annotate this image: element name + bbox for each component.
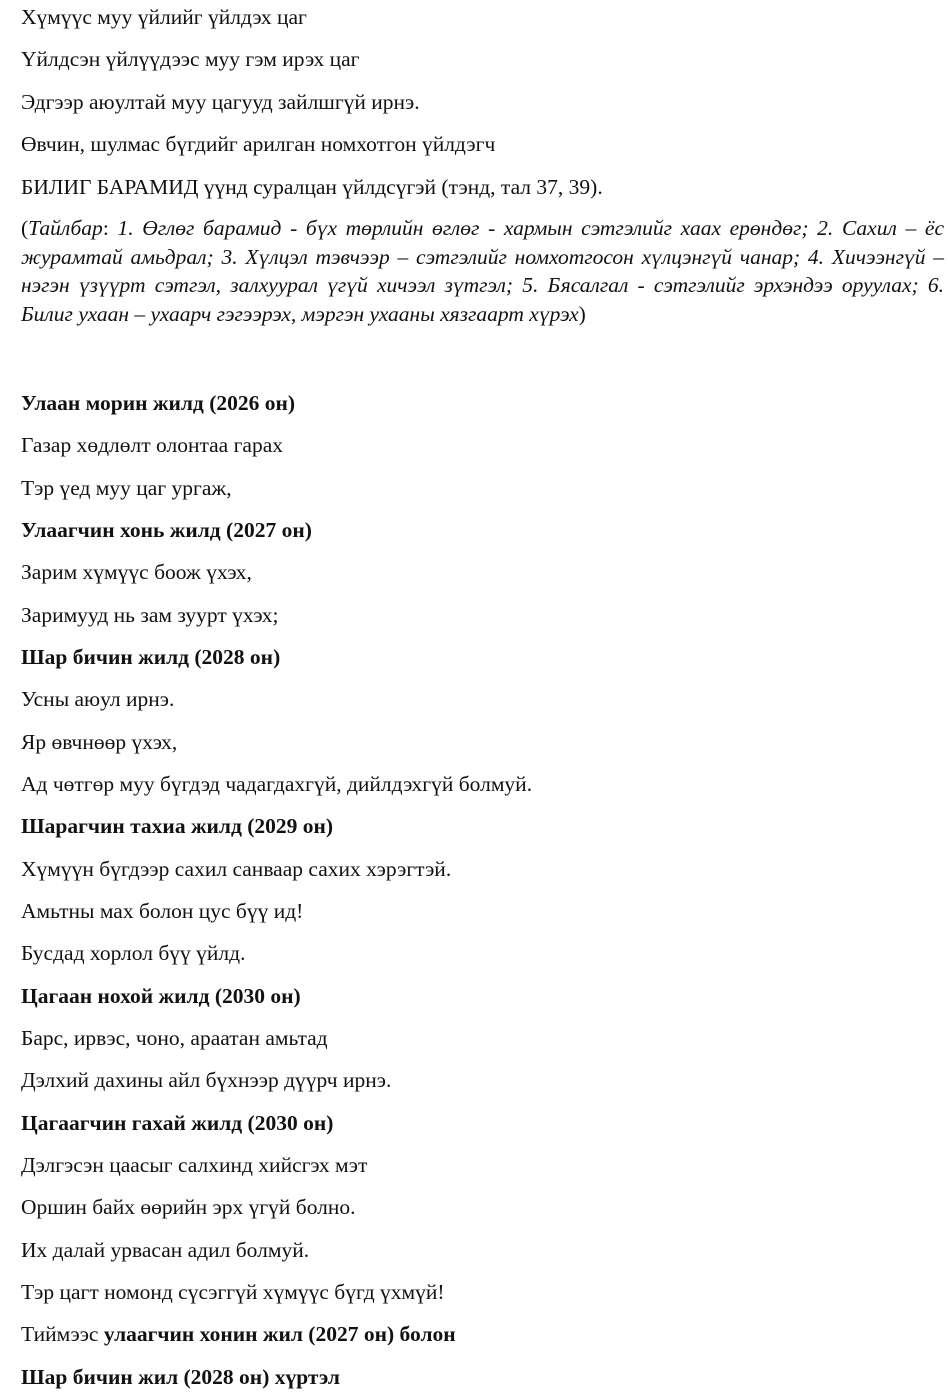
note-open-paren: ( (21, 216, 29, 240)
section-line: Зарим хүмүүс боож үхэх, (21, 560, 252, 584)
section-line: Газар хөдлөлт олонтаа гарах (21, 433, 283, 457)
section-line: Барс, ирвэс, чоно, араатан амьтад (21, 1026, 328, 1050)
section-heading: Шарагчин тахиа жилд (2029 он) (21, 814, 334, 838)
section-heading: Улаан морин жилд (2026 он) (21, 391, 296, 415)
note-paragraph (21, 214, 944, 328)
section-line: Хүмүүн бүгдээр сахил санваар сахих хэрэгтэй. (21, 857, 452, 881)
note-colon: : (102, 216, 109, 240)
note-label: Тайлбар (28, 216, 103, 240)
section-line: Тэр цагт номонд сүсэггүй хүмүүс бүгд үхмүй! (21, 1280, 445, 1304)
closing-prefix: Тиймээс (21, 1322, 104, 1346)
section-line: Заримууд нь зам зуурт үхэх; (21, 603, 279, 627)
section-line: Их далай урвасан адил болмуй. (21, 1238, 310, 1262)
section-line: Тэр үед муу цаг ургаж, (21, 476, 232, 500)
section-line: Усны аюул ирнэ. (21, 687, 175, 711)
section-line: Ад чөтгөр муу бүгдэд чадагдахгүй, дийлдэхгүй болмуй. (21, 772, 533, 796)
closing-line-2: Шар бичин жил (2028 он) хүртэл (21, 1365, 340, 1389)
section-line: Дэлгэсэн цаасыг салхинд хийсгэх мэт (21, 1153, 368, 1177)
section-heading: Цагаан нохой жилд (2030 он) (21, 984, 301, 1008)
closing-line-1 (21, 1321, 942, 1348)
intro-line-4: Өвчин, шулмас бүгдийг арилган номхотгон үйлдэгч (21, 132, 496, 156)
section-line: Амьтны мах болон цус бүү ид! (21, 899, 304, 923)
section-heading: Шар бичин жилд (2028 он) (21, 645, 281, 669)
section-line: Оршин байх өөрийн эрх үгүй болно. (21, 1195, 356, 1219)
intro-line-1: Хүмүүс муу үйлийг үйлдэх цаг (21, 5, 307, 29)
intro-line-5: БИЛИГ БАРАМИД үүнд суралцан үйлдсүгэй (тэнд, тал 37, 39). (21, 175, 603, 199)
section-line: Бусдад хорлол бүү үйлд. (21, 941, 246, 965)
closing-bold-1: улаагчин хонин жил (2027 он) болон (103, 1322, 456, 1346)
section-heading: Цагаагчин гахай жилд (2030 он) (21, 1111, 334, 1135)
section-heading: Улаагчин хонь жилд (2027 он) (21, 518, 312, 542)
note-close-paren: ) (578, 301, 586, 326)
note-body: 1. Өглөг барамид - бүх төрлийн өглөг - хармын сэтгэлийг хаах ерөндөг; 2. Сахил – ёс журамтай амьдрал; 3. Хүлцэл тэвчээр – сэтгэлийг номхотгосон хүлцэнгүй чанар; 4. Хичээнгүй – нэгэн үзүүрт сэтгэл, залхуурал үгүй хичээл зүтгэл; 5. Бясалгал - сэтгэлийг эрхэндээ оруулах; 6. Билиг ухаан – ухаарч гэгээрэх, мэргэн ухааны хязгаарт хүрэх (21, 216, 944, 326)
section-line: Яр өвчнөөр үхэх, (21, 730, 178, 754)
intro-line-3: Эдгээр аюултай муу цагууд зайлшгүй ирнэ. (21, 90, 420, 114)
section-line: Дэлхий дахины айл бүхнээр дүүрч ирнэ. (21, 1068, 392, 1092)
intro-line-2: Үйлдсэн үйлүүдээс муу гэм ирэх цаг (21, 47, 360, 71)
